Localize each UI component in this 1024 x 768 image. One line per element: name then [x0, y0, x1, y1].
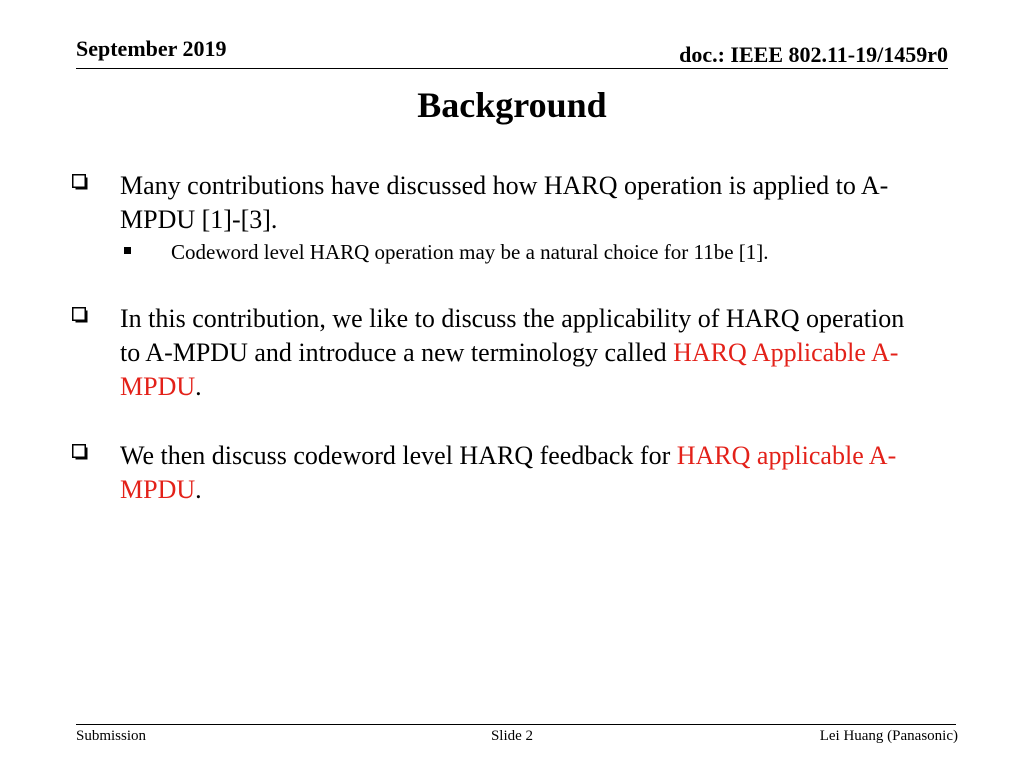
- footer-submission: Submission: [76, 728, 147, 744]
- bullet-item-3: [72, 439, 952, 507]
- sub-bullet-item-1: [124, 238, 944, 266]
- checkbox-bullet-icon: [72, 174, 88, 190]
- checkbox-bullet-icon: [72, 307, 88, 323]
- bullet-text-3-main: We then discuss codeword level HARQ feedback for: [120, 441, 677, 470]
- header-doc-id: doc.: IEEE 802.11-19/1459r0: [679, 42, 948, 67]
- footer-author: Lei Huang (Panasonic): [819, 728, 958, 744]
- bullet-text-2-main: In this contribution, we like to discuss the applicability of HARQ operation to A-MPDU and introduce a new terminology called: [120, 304, 905, 367]
- header-divider: [76, 68, 948, 69]
- checkbox-bullet-icon: [72, 444, 88, 460]
- bullet-text-2-highlight: HARQ Applicable A-MPDU: [120, 338, 899, 401]
- bullet-text-3-end: .: [195, 475, 202, 504]
- bullet-text-2: [120, 302, 930, 404]
- footer-divider: [76, 724, 956, 725]
- header-date: September 2019: [76, 36, 227, 61]
- square-bullet-icon: [124, 247, 131, 254]
- bullet-item-1: [72, 169, 952, 237]
- sub-bullet-text-1: Codeword level HARQ operation may be a natural choice for 11be [1].: [171, 240, 769, 264]
- bullet-text-1: Many contributions have discussed how HARQ operation is applied to A-MPDU [1]-[3].: [120, 171, 889, 234]
- bullet-item-2: [72, 302, 952, 404]
- bullet-text-3-highlight: HARQ applicable A-MPDU: [120, 441, 897, 504]
- bullet-text-3: [120, 439, 952, 507]
- footer-slide-number: Slide 2: [490, 728, 534, 744]
- slide-title: Background: [417, 85, 607, 125]
- bullet-text-2-end: .: [195, 372, 202, 401]
